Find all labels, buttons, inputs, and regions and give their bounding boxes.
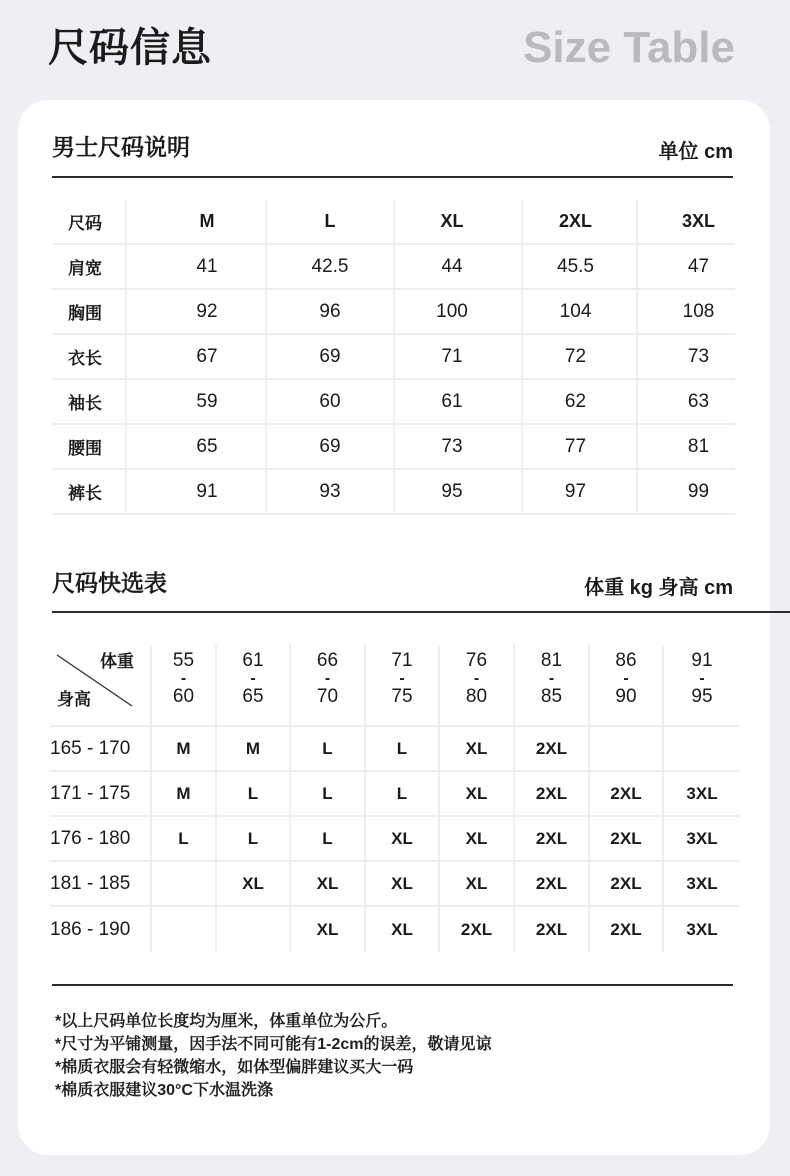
mens-table-cell: 44 — [395, 245, 523, 288]
section-divider — [52, 611, 790, 613]
corner-height-label: 身高 — [57, 690, 91, 709]
mens-table-size-header: M — [127, 200, 267, 243]
quick-table-cell: L — [217, 772, 291, 815]
quick-table-cell: 3XL — [686, 828, 718, 848]
mens-table-row — [52, 335, 735, 380]
weight-max: 85 — [540, 686, 563, 707]
weight-range-header — [440, 645, 515, 725]
mens-table-size-header: 3XL — [681, 211, 715, 231]
mens-table-row — [52, 245, 735, 290]
mens-table-cell: 81 — [687, 435, 710, 457]
mens-table-cell: 42.5 — [267, 245, 395, 288]
mens-table-cell: 77 — [523, 425, 638, 468]
mens-table-cell: 72 — [523, 335, 638, 378]
weight-range-header — [590, 645, 664, 725]
range-separator: - — [180, 670, 187, 687]
quick-table-cell: 3XL — [686, 783, 718, 803]
mens-table-cell: 104 — [523, 290, 638, 333]
quick-table-cell: 2XL — [515, 772, 590, 815]
mens-table-row-label: 腰围 — [52, 425, 127, 468]
range-separator: - — [548, 670, 555, 687]
mens-table-cell: 61 — [395, 380, 523, 423]
mens-table-header-row — [52, 200, 735, 245]
mens-table-cell: 47 — [687, 255, 710, 277]
mens-table-cell: 71 — [395, 335, 523, 378]
weight-range-header — [366, 645, 440, 725]
quick-table-cell: 2XL — [590, 772, 664, 815]
mens-table-cell: 69 — [267, 335, 395, 378]
quick-table-cell: XL — [440, 862, 515, 905]
quick-table-cell: XL — [366, 862, 440, 905]
mens-table-size-header: L — [267, 200, 395, 243]
weight-max: 70 — [316, 686, 339, 707]
mens-table-cell: 96 — [267, 290, 395, 333]
page-subtitle: Size Table — [523, 23, 735, 72]
quick-table-cell: 2XL — [590, 817, 664, 860]
note-line: *尺寸为平铺测量，因手法不同可能有1-2cm的误差，敬请见谅 — [55, 1036, 492, 1053]
mens-table-row-label: 肩宽 — [52, 245, 127, 288]
quick-size-table — [50, 645, 740, 952]
weight-range-header — [291, 645, 366, 725]
mens-table-cell: 65 — [127, 425, 267, 468]
quick-table-cell: XL — [440, 727, 515, 770]
mens-table-cell: 91 — [127, 470, 267, 513]
mens-size-table — [52, 200, 735, 515]
quick-table-cell: 2XL — [590, 907, 664, 952]
quick-table-cell: M — [217, 727, 291, 770]
weight-min: 61 — [242, 650, 264, 671]
quick-table-cell — [217, 907, 291, 952]
quick-table-cell: M — [152, 772, 217, 815]
range-separator: - — [699, 670, 705, 687]
mens-table-cell: 92 — [127, 290, 267, 333]
weight-min: 71 — [391, 650, 413, 671]
mens-table-cell: 73 — [687, 345, 710, 367]
quick-table-cell: XL — [440, 817, 515, 860]
quick-table-cell: L — [291, 772, 366, 815]
weight-range-header — [152, 645, 217, 725]
height-range-label: 186 - 190 — [50, 907, 152, 952]
weight-min: 55 — [172, 650, 195, 671]
quick-table-cell: XL — [366, 817, 440, 860]
mens-size-unit: 单位 cm — [658, 141, 733, 163]
quick-size-unit: 体重 kg 身高 cm — [584, 577, 733, 599]
quick-table-cell: XL — [217, 862, 291, 905]
weight-max: 95 — [691, 686, 713, 707]
mens-table-cell: 60 — [267, 380, 395, 423]
mens-table-cell: 67 — [127, 335, 267, 378]
height-range-label: 176 - 180 — [50, 817, 152, 860]
quick-table-cell: 2XL — [440, 907, 515, 952]
quick-table-cell: XL — [291, 862, 366, 905]
mens-table-row-label: 胸围 — [52, 290, 127, 333]
mens-table-row — [52, 290, 735, 335]
quick-table-row — [50, 862, 740, 907]
weight-max: 60 — [172, 686, 195, 707]
corner-weight-label: 体重 — [100, 652, 134, 671]
quick-table-cell: 3XL — [686, 919, 718, 939]
weight-max: 75 — [391, 686, 413, 707]
mens-table-size-header: 2XL — [523, 200, 638, 243]
mens-table-cell: 63 — [687, 390, 710, 412]
quick-table-header-row — [50, 645, 740, 727]
weight-range-header — [217, 645, 291, 725]
range-separator: - — [623, 670, 629, 687]
quick-table-cell: L — [291, 817, 366, 860]
quick-table-cell: L — [217, 817, 291, 860]
range-separator: - — [473, 670, 480, 687]
range-separator: - — [250, 670, 256, 687]
quick-table-cell: 3XL — [686, 873, 718, 893]
quick-table-cell: 2XL — [515, 862, 590, 905]
mens-table-cell: 99 — [687, 480, 710, 502]
mens-table-cell: 97 — [523, 470, 638, 513]
mens-table-cell: 100 — [395, 290, 523, 333]
height-range-label: 165 - 170 — [50, 727, 152, 770]
care-notes — [55, 1010, 491, 1102]
note-line: *棉质衣服会有轻微缩水，如体型偏胖建议买大一码 — [55, 1059, 414, 1076]
quick-table-cell: 2XL — [515, 817, 590, 860]
range-separator: - — [399, 670, 405, 687]
quick-table-cell — [152, 907, 217, 952]
quick-table-row — [50, 727, 740, 772]
weight-range-header — [515, 645, 590, 725]
quick-table-cell: L — [366, 772, 440, 815]
mens-table-cell: 41 — [127, 245, 267, 288]
mens-table-size-header: XL — [395, 200, 523, 243]
mens-table-cell: 69 — [267, 425, 395, 468]
mens-size-title: 男士尺码说明 — [52, 134, 190, 160]
mens-table-row-label: 袖长 — [52, 380, 127, 423]
mens-table-row-label: 衣长 — [52, 335, 127, 378]
quick-table-cell: 2XL — [515, 907, 590, 952]
quick-table-cell: XL — [440, 772, 515, 815]
section-divider — [52, 176, 733, 178]
mens-table-row-label: 裤长 — [52, 470, 127, 513]
mens-table-row — [52, 470, 735, 515]
quick-table-cell — [664, 727, 740, 770]
quick-table-row — [50, 817, 740, 862]
mens-table-row — [52, 425, 735, 470]
weight-min: 91 — [691, 650, 713, 671]
quick-table-cell: XL — [366, 907, 440, 952]
weight-min: 76 — [465, 650, 488, 671]
note-line: *以上尺码单位长度均为厘米，体重单位为公斤。 — [55, 1013, 398, 1030]
quick-table-cell: M — [152, 727, 217, 770]
quick-table-row — [50, 772, 740, 817]
height-range-label: 171 - 175 — [50, 772, 152, 815]
quick-table-corner — [50, 645, 152, 725]
mens-table-cell: 73 — [395, 425, 523, 468]
mens-table-cell: 59 — [127, 380, 267, 423]
quick-table-cell — [152, 862, 217, 905]
weight-min: 81 — [540, 650, 563, 671]
quick-table-cell: XL — [291, 907, 366, 952]
weight-min: 66 — [316, 650, 339, 671]
mens-table-cell: 93 — [267, 470, 395, 513]
quick-size-title: 尺码快选表 — [52, 570, 167, 596]
weight-max: 65 — [242, 686, 264, 707]
mens-table-cell: 45.5 — [523, 245, 638, 288]
weight-range-header — [664, 645, 740, 725]
weight-min: 86 — [615, 650, 637, 671]
quick-table-cell: L — [152, 817, 217, 860]
quick-table-cell: 2XL — [590, 862, 664, 905]
mens-table-cell: 108 — [682, 300, 715, 322]
quick-table-cell — [590, 727, 664, 770]
quick-table-cell: L — [291, 727, 366, 770]
weight-max: 90 — [615, 686, 637, 707]
notes-divider — [52, 984, 733, 986]
note-line: *棉质衣服建议30°C下水温洗涤 — [55, 1082, 273, 1099]
mens-table-row — [52, 380, 735, 425]
mens-table-cell: 62 — [523, 380, 638, 423]
quick-table-row — [50, 907, 740, 952]
range-separator: - — [324, 670, 331, 687]
mens-table-cell: 95 — [395, 470, 523, 513]
page-title: 尺码信息 — [48, 26, 212, 70]
height-range-label: 181 - 185 — [50, 862, 152, 905]
quick-table-cell: L — [366, 727, 440, 770]
weight-max: 80 — [465, 686, 488, 707]
mens-table-header-label: 尺码 — [52, 200, 127, 243]
quick-table-cell: 2XL — [515, 727, 590, 770]
